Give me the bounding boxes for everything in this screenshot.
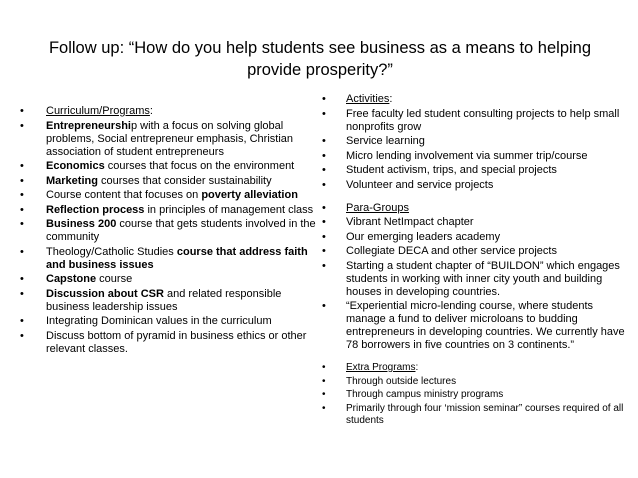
bullet-text: Student activism, trips, and special projects <box>346 164 557 176</box>
section-heading: Para-Groups <box>346 201 409 214</box>
bullet-item <box>20 288 320 314</box>
bullet-item <box>20 218 320 244</box>
bullet-text: p with a focus on solving global problems, Social entrepreneur emphasis, Christian association of student entrepreneurs <box>46 119 294 158</box>
bold-text: poverty alleviation <box>201 189 298 201</box>
bullet-text: Starting a student chapter of “BUILDON” which engages students in working with inner city youth and building houses in developing countries. <box>346 259 620 298</box>
bullet-text: Discuss bottom of pyramid in business ethics or other relevant classes. <box>46 329 307 355</box>
section-heading: Activities <box>346 93 390 105</box>
bullet-text: Free faculty led student consulting projects to help small nonprofits grow <box>346 107 620 133</box>
bullet-text: and related responsible business leadership issues <box>46 287 282 313</box>
bullet-text: Course content that focuses on <box>46 189 202 201</box>
bullet-item <box>322 362 632 374</box>
bullet-item <box>20 330 320 356</box>
bullet-item <box>322 403 632 427</box>
bold-text: Reflection process <box>46 203 145 216</box>
bullet-item <box>322 164 632 177</box>
bullet-text: course <box>96 273 133 285</box>
bullet-text: : <box>149 105 153 117</box>
bullet-text: Primarily through four ‘mission seminar” courses required of all students <box>346 402 624 426</box>
bullet-text: Our emerging leaders academy <box>346 230 501 243</box>
right-bullet-list <box>322 93 632 428</box>
bullet-item <box>20 105 320 118</box>
bold-text: Discussion about CSR <box>46 287 164 300</box>
bullet-text: courses that focus on the environment <box>104 160 295 172</box>
bullet-text: Vibrant NetImpact chapter <box>346 216 474 228</box>
section-heading: Extra Programs <box>346 362 416 373</box>
bullet-text: “Experiential micro-lending course, where students manage a fund to deliver microloans to budding entrepreneurs in developing countries. We currently have 78 borrowers in five countries on 3 continents.” <box>346 300 625 351</box>
bullet-item <box>322 231 632 244</box>
bullet-item <box>322 93 632 106</box>
bullet-item <box>322 376 632 388</box>
bullet-item <box>20 204 320 217</box>
bold-text: Economics <box>46 160 105 172</box>
bullet-text: Integrating Dominican values in the curriculum <box>46 315 272 327</box>
slide-title: Follow up: “How do you help students see business as a means to helping provide prosperity?” <box>48 39 592 79</box>
bullet-item <box>322 216 632 229</box>
bullet-item <box>322 202 632 215</box>
bullet-item <box>322 389 632 401</box>
bullet-item <box>322 260 632 299</box>
bullet-text: : <box>415 362 419 373</box>
bullet-text: courses that consider sustainability <box>97 174 272 187</box>
bullet-text: : <box>389 93 393 105</box>
bullet-item <box>20 273 320 286</box>
bullet-item <box>322 179 632 192</box>
bold-text: Capstone <box>46 273 97 285</box>
bullet-item <box>20 315 320 328</box>
bullet-text: Collegiate DECA and other service projects <box>346 245 557 257</box>
bold-text: course that address faith and business issues <box>46 245 308 271</box>
bullet-text: Through campus ministry programs <box>346 389 504 400</box>
bullet-item <box>20 120 320 159</box>
bullet-item <box>20 160 320 173</box>
bullet-item <box>322 245 632 258</box>
bullet-item <box>20 246 320 272</box>
bold-text: Entrepreneurshi <box>46 119 131 132</box>
bold-text: Marketing <box>46 174 98 187</box>
bullet-text: Service learning <box>346 135 425 147</box>
bullet-text: Through outside lectures <box>346 375 457 387</box>
bullet-text: course that gets students involved in the community <box>46 218 316 243</box>
bullet-item <box>20 189 320 202</box>
bullet-item <box>322 300 632 352</box>
bullet-item <box>20 175 320 188</box>
bullet-text: in principles of management class <box>144 203 314 216</box>
left-bullet-list <box>20 105 320 357</box>
bullet-text: Micro lending involvement via summer trip/course <box>346 149 588 162</box>
bullet-item <box>322 135 632 148</box>
section-heading: Curriculum/Programs <box>46 105 150 117</box>
bullet-text: Volunteer and service projects <box>346 178 494 191</box>
bullet-text: Theology/Catholic Studies <box>46 245 177 258</box>
bold-text: Business 200 <box>46 218 117 230</box>
bullet-item <box>322 108 632 134</box>
bullet-item <box>322 150 632 163</box>
